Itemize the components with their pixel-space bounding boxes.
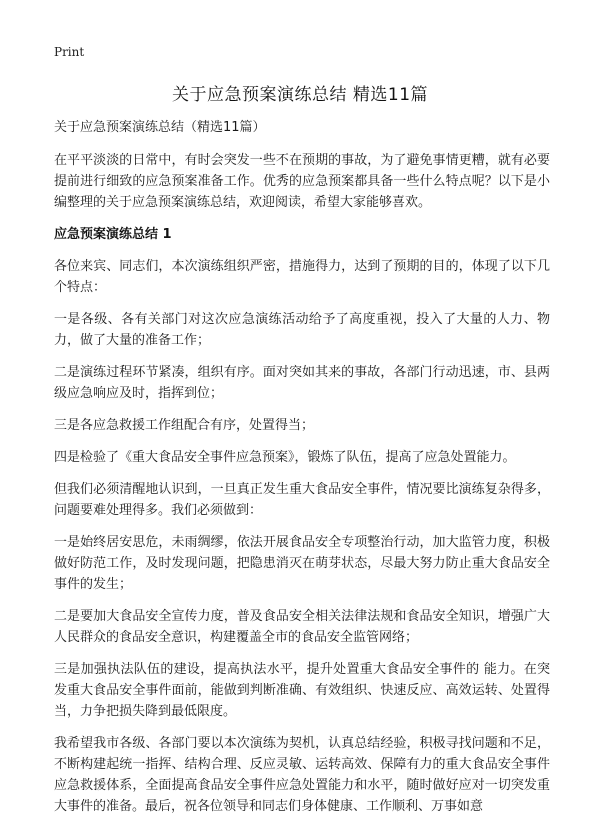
paragraph: 二是要加大食品安全宣传力度，普及食品安全相关法律法规和食品安全知识，增强广大人民群众的食品安全意识，构建覆盖全市的食品安全监管网络； (54, 609, 550, 645)
article-subtitle: 关于应急预案演练总结（精选11篇） (54, 120, 266, 135)
paragraph: 二是演练过程环节紧凑，组织有序。面对突如其来的事故，各部门行动迅速，市、县两级应急响应及时，指挥到位； (54, 365, 550, 401)
intro-paragraph: 在平平淡淡的日常中，有时会突发一些不在预期的事故，为了避免事情更糟，就有必要提前进行细致的应急预案准备工作。优秀的应急预案都具备一些什么特点呢？以下是小编整理的关于应急预案演练总结，欢迎阅读，希望大家能够喜欢。 (54, 153, 550, 210)
paragraph: 一是各级、各有关部门对这次应急演练活动给予了高度重视，投入了大量的人力、物力，做了大量的准备工作； (54, 312, 550, 348)
article-body (54, 118, 550, 828)
page-title: 关于应急预案演练总结 精选11篇 (171, 85, 429, 105)
paragraph: 三是各应急救援工作组配合有序，处置得当； (54, 418, 315, 433)
paragraph: 但我们必须清醒地认识到，一旦真正发生重大食品安全事件，情况要比演练复杂得多，问题要难处理得多。我们必须做到： (54, 482, 550, 518)
paragraph: 三是加强执法队伍的建设，提高执法水平，提升处置重大食品安全事件的 能力。在突发重大食品安全事件面前，能做到判断准确、有效组织、快速反应、高效运转、处置得当，力争把损失降到最低限度。 (54, 662, 550, 719)
paragraph: 一是始终居安思危，未雨绸缪，依法开展食品安全专项整治行动，加大监管力度，积极做好防范工作，及时发现问题，把隐患消灭在萌芽状态，尽最大努力防止重大食品安全事件的发生； (54, 535, 550, 592)
print-link[interactable]: Print (54, 45, 85, 59)
paragraph: 四是检验了《重大食品安全事件应急预案》，锻炼了队伍，提高了应急处置能力。 (54, 450, 516, 465)
section-heading: 应急预案演练总结 1 (54, 227, 172, 242)
paragraph: 我希望我市各级、各部门要以本次演练为契机，认真总结经验，积极寻找问题和不足，不断构建起统一指挥、结构合理、反应灵敏、运转高效、保障有力的重大食品安全事件应急救援体系，全面提高食品安全事件应急处置能力和水平，随时做好应对一切突发重大事件的准备。最后，祝各位领导和同志们身体健康、工作顺利、万事如意 (54, 736, 550, 814)
paragraph: 各位来宾、同志们，本次演练组织严密，措施得力，达到了预期的目的，体现了以下几个特点： (54, 259, 550, 295)
